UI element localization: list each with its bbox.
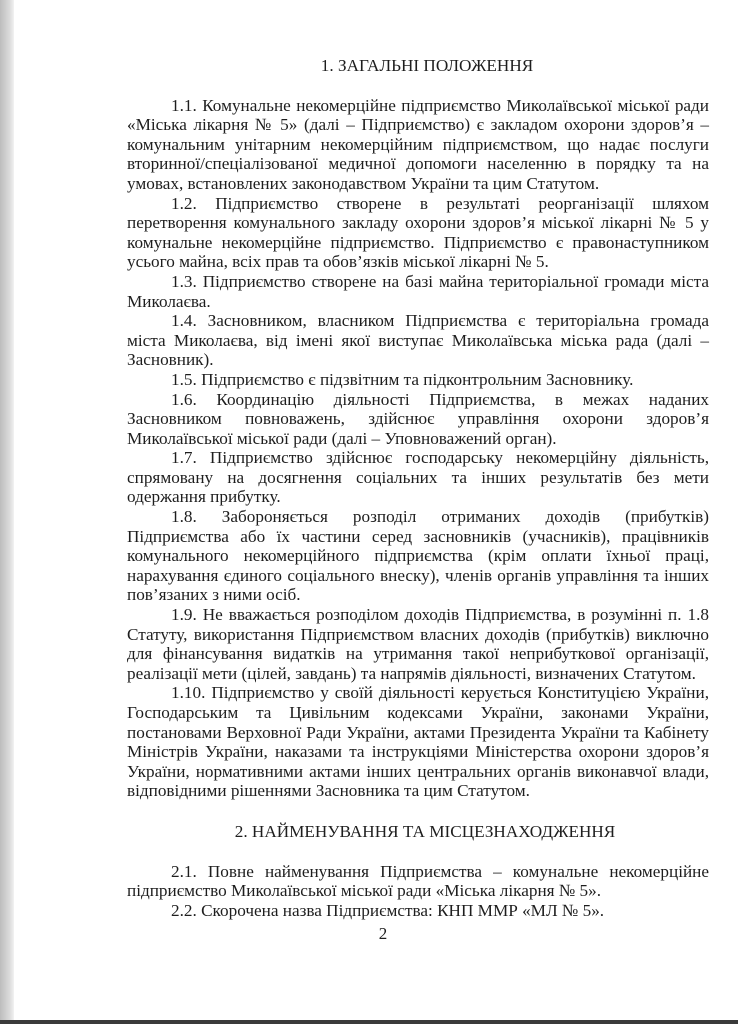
- paragraph-text: Повне найменування Підприємства – комунальне некомерційне підприємство Миколаївської міської ради «Міська лікарня № 5».: [127, 861, 709, 901]
- paragraph-text: Підприємство створене в результаті реорганізації шляхом перетворення комунального закладу охорони здоров’я міської лікарні № 5 у комунальне некомерційне підприємство. Підприємство є правонаступником усього майна, всіх прав та обов’язків міської лікарні № 5.: [127, 193, 710, 272]
- paragraph-text: Скорочена назва Підприємства: КНП ММР «МЛ № 5».: [201, 900, 605, 920]
- paragraph-2-1: [127, 862, 709, 901]
- scan-edge-left: [0, 0, 14, 1020]
- paragraph-1-2: [127, 194, 709, 272]
- paragraph-number: 1.10.: [171, 683, 206, 703]
- paragraph-number: 1.8.: [171, 507, 197, 527]
- paragraph-text: Підприємство у своїй діяльності керується Конституцією України, Господарським та Цивільним кодексами України, законами України, постановами Верховної Ради України, актами Президента України та Кабінету Міністрів України, наказами та інструкціями Міністерства охорони здоров’я України, нормативними актами інших центральних органів виконавчої влади, відповідними рішеннями Засновника та цим Статутом.: [127, 683, 709, 801]
- paragraph-1-8: [127, 507, 709, 605]
- paragraph-1-10: [127, 683, 709, 801]
- paragraph-text: Підприємство здійснює господарську некомерційну діяльність, спрямовану на досягнення соціальних та інших результатів без мети одержання прибутку.: [127, 448, 710, 507]
- paragraph-number: 1.4.: [171, 311, 197, 331]
- paragraph-1-4: [127, 311, 709, 370]
- paragraph-number: 1.6.: [171, 389, 197, 409]
- paragraph-1-3: [127, 272, 709, 311]
- document-page: [127, 56, 709, 920]
- paragraph-number: 2.2.: [171, 900, 197, 920]
- paragraph-number: 1.7.: [171, 448, 197, 468]
- paragraph-number: 1.1.: [171, 95, 197, 115]
- paragraph-1-5: [127, 370, 709, 390]
- page-number: 2: [378, 924, 388, 943]
- paragraph-number: 2.1.: [171, 861, 197, 881]
- paragraph-number: 1.2.: [171, 193, 197, 213]
- paragraph-text: Не вважається розподілом доходів Підприємства, в розумінні п. 1.8 Статуту, використання Підприємством власних доходів (прибутків) виключно для фінансування видатків на утримання такої неприбуткової організації, реалізації мети (цілей, завдань) та напрямів діяльності, визначених Статутом.: [127, 605, 709, 683]
- paragraph-text: Підприємство створене на базі майна територіальної громади міста Миколаєва.: [127, 271, 709, 311]
- paragraph-text: Координацію діяльності Підприємства, в межах наданих Засновником повноважень, здійснює управління охорони здоров’я Миколаївської міської ради (далі – Уповноважений орган).: [127, 389, 709, 448]
- paragraph-2-2: [127, 901, 709, 921]
- paragraph-1-1: [127, 96, 709, 194]
- section-heading-general-provisions: 1. ЗАГАЛЬНІ ПОЛОЖЕННЯ: [320, 56, 534, 75]
- paragraph-number: 1.3.: [171, 271, 197, 291]
- paragraph-1-9: [127, 605, 709, 683]
- paragraph-number: 1.5.: [171, 369, 197, 389]
- scan-edge-bottom: [0, 1020, 738, 1024]
- section-heading-name-and-location: 2. НАЙМЕНУВАННЯ ТА МІСЦЕЗНАХОДЖЕННЯ: [234, 821, 616, 841]
- paragraph-number: 1.9.: [171, 605, 197, 625]
- paragraph-text: Підприємство є підзвітним та підконтрольним Засновнику.: [201, 369, 634, 389]
- paragraph-text: Комунальне некомерційне підприємство Миколаївської міської ради «Міська лікарня № 5» (далі – Підприємство) є закладом охорони здоров’я – комунальним унітарним некомерційним підприємством, що надає послуги вторинної/спеціалізованої медичної допомоги населенню в порядку та на умовах, встановлених законодавством України та цим Статутом.: [127, 95, 709, 193]
- paragraph-text: Засновником, власником Підприємства є територіальна громада міста Миколаєва, від імені якої виступає Миколаївська міська рада (далі – Засновник).: [127, 311, 710, 370]
- paragraph-1-6: [127, 390, 709, 449]
- paragraph-1-7: [127, 448, 709, 507]
- paragraph-text: Забороняється розподіл отриманих доходів (прибутків) Підприємства або їх частини серед засновників (учасників), працівників комунального некомерційного підприємства (крім оплати їхньої праці, нарахування єдиного соціального внеску), членів органів управління та інших пов’язаних з ними осіб.: [127, 507, 709, 605]
